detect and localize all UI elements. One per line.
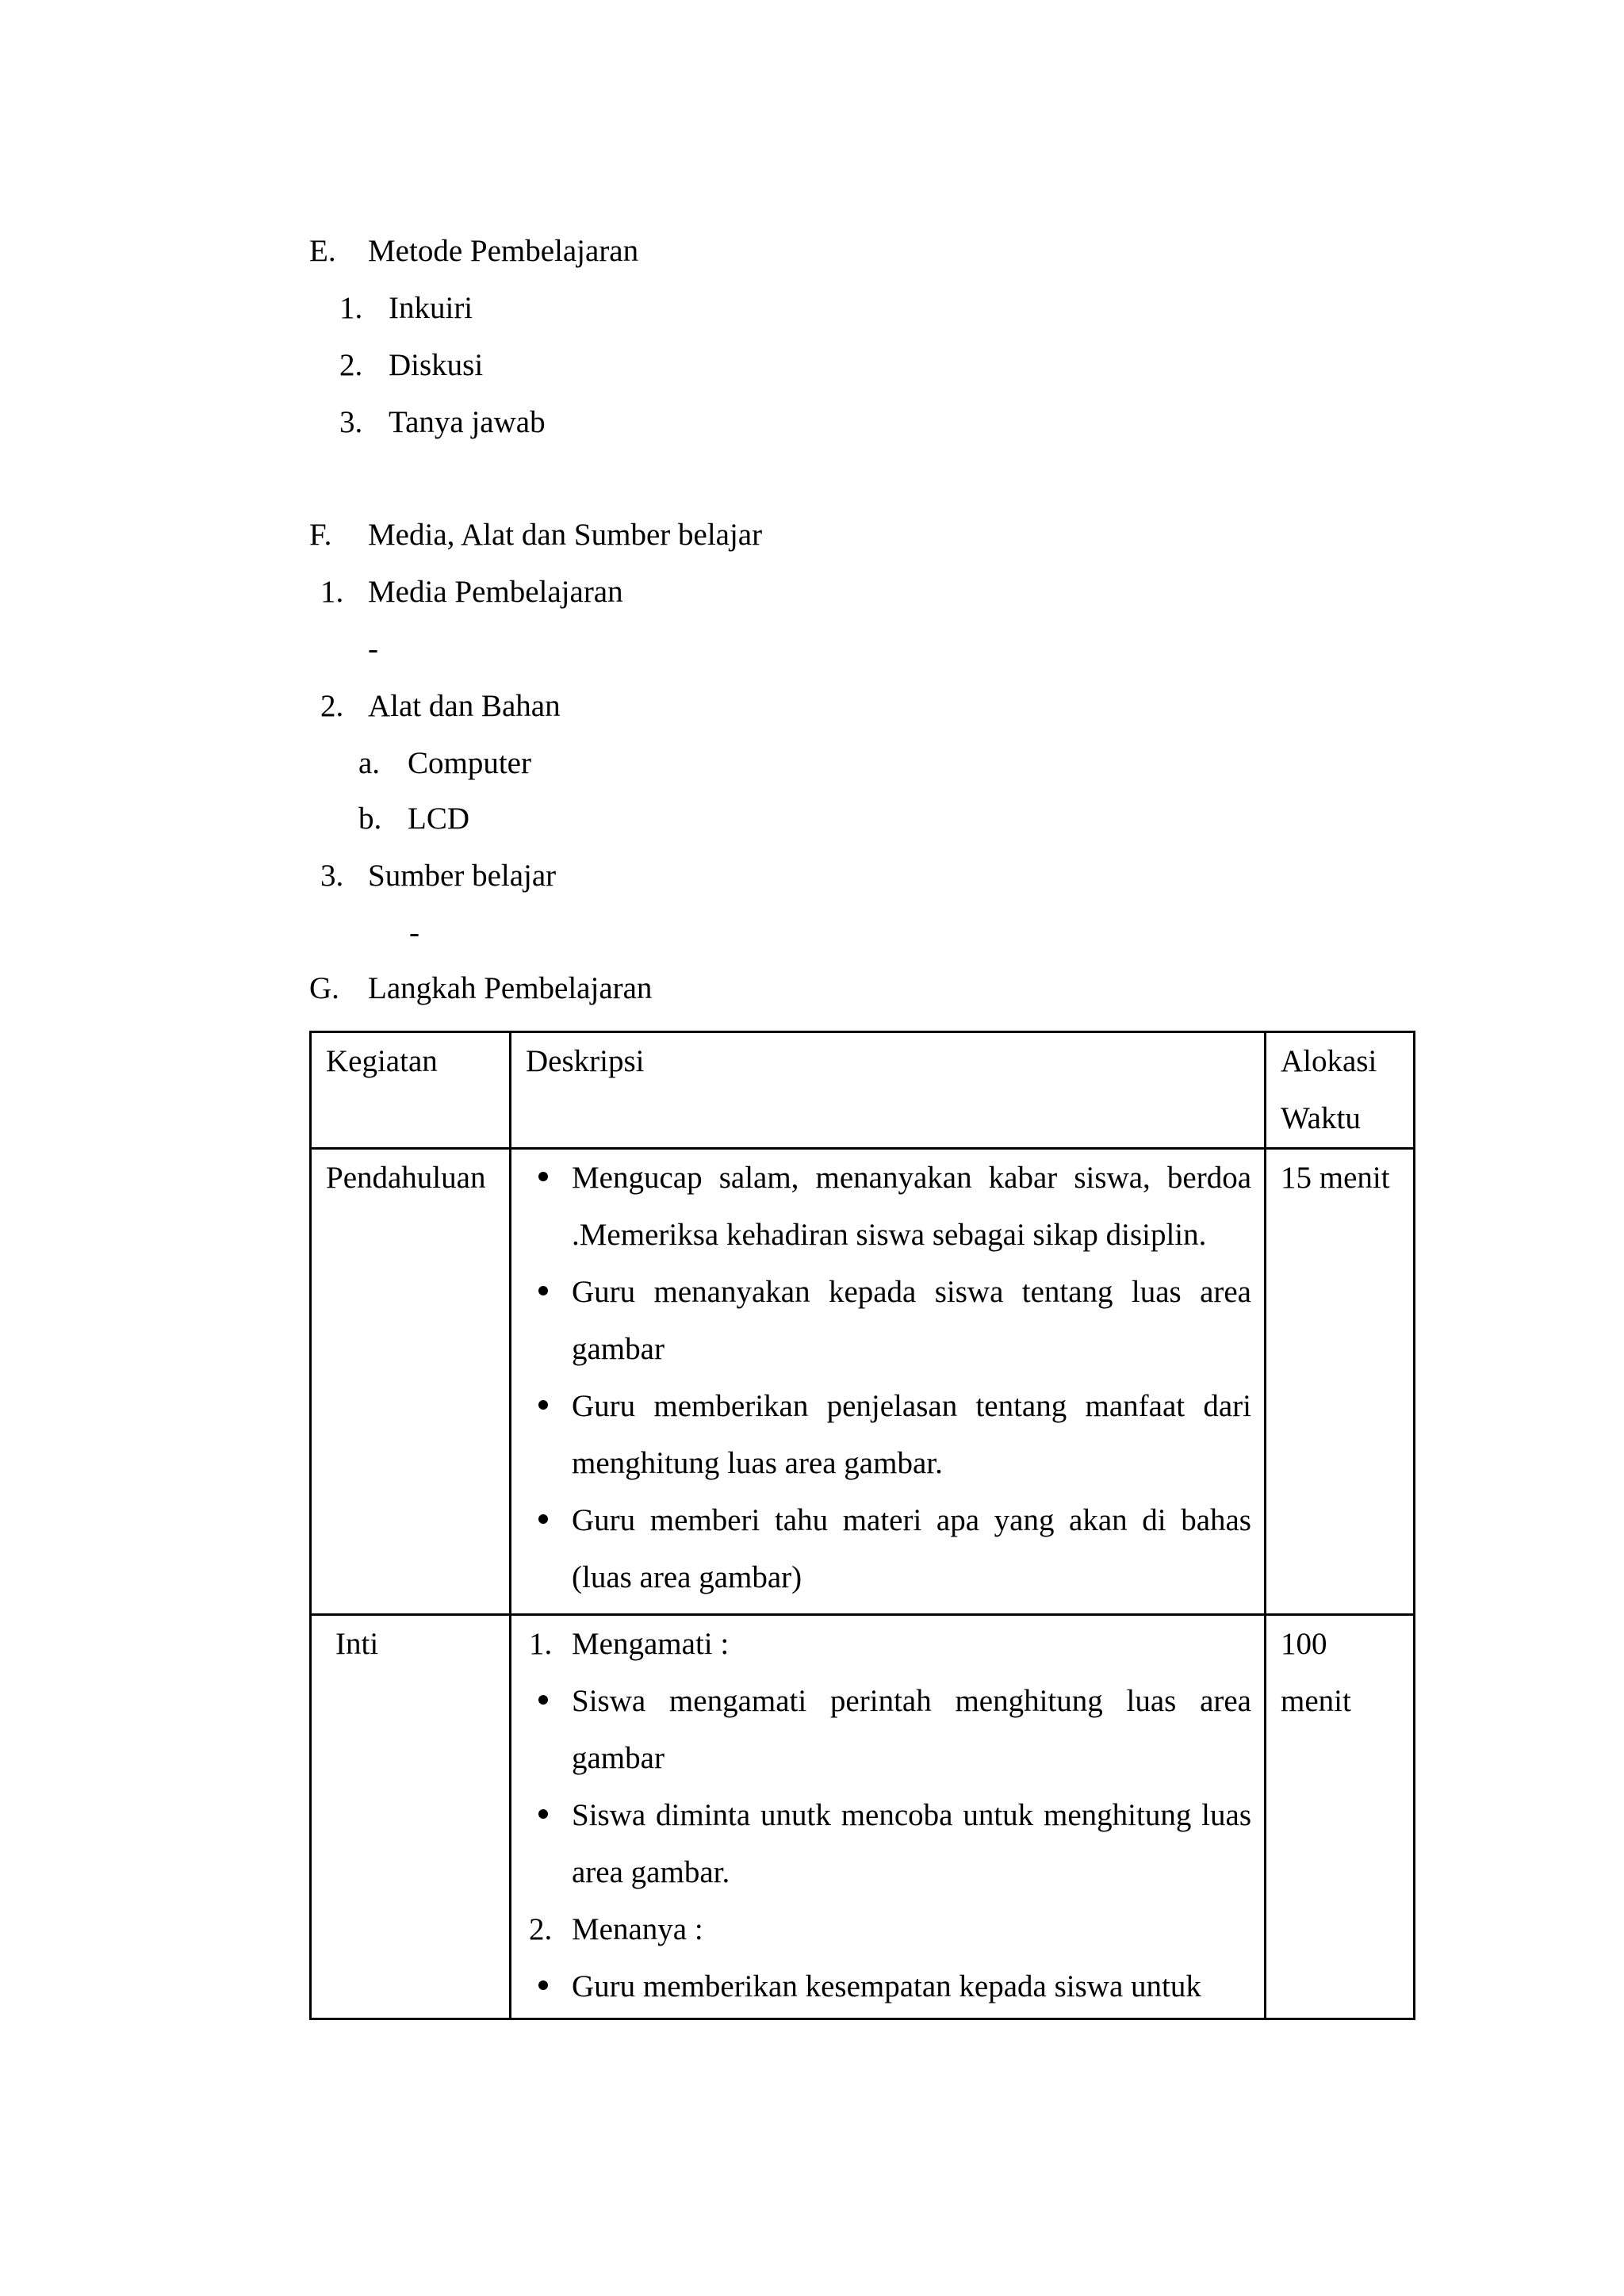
- list-text: Diskusi: [389, 348, 484, 382]
- dash: -: [368, 632, 378, 666]
- list-text: Computer: [408, 746, 531, 780]
- step-text: Menanya :: [572, 1912, 703, 1946]
- table-cell: [511, 1149, 1266, 1615]
- bullet-item: Siswa mengamati perintah menghitung luas area gambar: [526, 1673, 1251, 1787]
- waktu-unit: menit: [1281, 1684, 1351, 1718]
- table-cell: [1266, 1615, 1415, 2019]
- section-letter: E.: [309, 234, 336, 268]
- table-cell: [511, 1615, 1266, 2019]
- table-row: [311, 1149, 1415, 1615]
- table-header-row: [311, 1032, 1415, 1149]
- section-title: Langkah Pembelajaran: [368, 971, 653, 1005]
- bullet-item: Siswa diminta unutk mencoba untuk menghitung luas area gambar.: [526, 1787, 1251, 1901]
- section-title: Metode Pembelajaran: [368, 234, 639, 268]
- bullet-item: Guru memberikan penjelasan tentang manfaat dari menghitung luas area gambar.: [526, 1378, 1251, 1492]
- kegiatan-label: Pendahuluan: [326, 1161, 486, 1195]
- list-text: Alat dan Bahan: [368, 689, 561, 723]
- step-heading: [526, 1901, 1251, 1958]
- waktu-value: 100: [1281, 1627, 1327, 1661]
- table-cell: [1266, 1149, 1415, 1615]
- list-number: 3.: [320, 859, 344, 893]
- list-number: 3.: [339, 405, 363, 439]
- kegiatan-label: Inti: [335, 1627, 379, 1661]
- header-waktu: Waktu: [1281, 1101, 1361, 1135]
- section-title: Media, Alat dan Sumber belajar: [368, 518, 763, 552]
- bullet-item: Guru menanyakan kepada siswa tentang luas area gambar: [526, 1264, 1251, 1378]
- list-text: Media Pembelajaran: [368, 575, 623, 609]
- list-letter: b.: [358, 802, 382, 836]
- list-letter: a.: [358, 746, 381, 780]
- header-kegiatan: Kegiatan: [326, 1044, 438, 1078]
- table-cell: [311, 1615, 511, 2019]
- step-number: 2.: [529, 1912, 553, 1946]
- table-cell: [311, 1149, 511, 1615]
- list-text: Tanya jawab: [389, 405, 546, 439]
- list-text: Inkuiri: [389, 291, 473, 325]
- list-number: 1.: [339, 291, 363, 325]
- bullet-item: Guru memberikan kesempatan kepada siswa untuk: [526, 1958, 1251, 2015]
- list-text: LCD: [408, 802, 469, 836]
- list-number: 2.: [339, 348, 363, 382]
- header-cell: [511, 1032, 1266, 1149]
- header-alokasi: Alokasi: [1281, 1044, 1377, 1078]
- waktu-value: 15 menit: [1281, 1161, 1390, 1195]
- learning-steps-table: [309, 1031, 1415, 2020]
- bullet-item: Mengucap salam, menanyakan kabar siswa, berdoa .Memeriksa kehadiran siswa sebagai sikap disiplin.: [526, 1150, 1251, 1264]
- list-number: 1.: [320, 575, 344, 609]
- header-cell: [311, 1032, 511, 1149]
- section-letter: G.: [309, 971, 339, 1005]
- table-row: [311, 1615, 1415, 2019]
- list-text: Sumber belajar: [368, 859, 557, 893]
- header-cell: [1266, 1032, 1415, 1149]
- bullet-item: Guru memberi tahu materi apa yang akan di bahas (luas area gambar): [526, 1492, 1251, 1606]
- step-text: Mengamati :: [572, 1627, 730, 1661]
- step-heading: [526, 1616, 1251, 1673]
- section-letter: F.: [309, 518, 332, 552]
- dash: -: [409, 916, 419, 950]
- list-number: 2.: [320, 689, 344, 723]
- step-number: 1.: [529, 1627, 553, 1661]
- header-deskripsi: Deskripsi: [526, 1044, 645, 1078]
